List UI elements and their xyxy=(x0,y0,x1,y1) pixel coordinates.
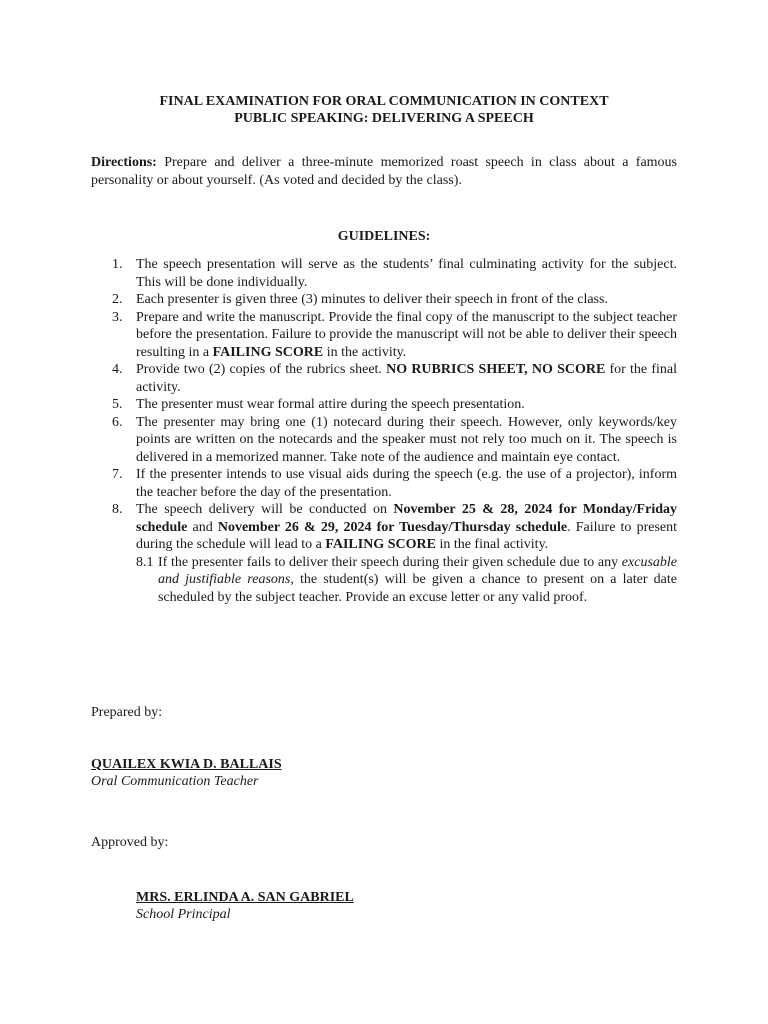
guideline-text-segment: The speech delivery will be conducted on xyxy=(136,502,394,517)
guideline-number: 3. xyxy=(112,309,123,325)
guidelines-list xyxy=(91,256,677,606)
guideline-item-3 xyxy=(91,309,677,362)
guideline-text xyxy=(136,292,608,307)
guideline-subitem-text xyxy=(158,555,677,605)
guideline-text-segment: in the activity. xyxy=(323,344,407,360)
principal-role: School Principal xyxy=(136,907,231,922)
guideline-text-segment: Provide two (2) copies of the rubrics sheet. xyxy=(136,362,387,377)
directions-paragraph xyxy=(91,154,677,190)
guideline-text xyxy=(136,310,677,360)
guideline-item-6 xyxy=(91,414,677,467)
title-line-2: PUBLIC SPEAKING: DELIVERING A SPEECH xyxy=(234,111,534,126)
principal-name: MRS. ERLINDA A. SAN GABRIEL xyxy=(136,890,354,905)
guideline-text-segment: for the final activity. xyxy=(136,362,677,395)
guideline-text-segment: in the final activity. xyxy=(435,537,549,552)
teacher-role: Oral Communication Teacher xyxy=(91,774,259,789)
prepared-by-label: Prepared by: xyxy=(91,705,163,720)
guideline-number: 1. xyxy=(112,257,123,272)
guideline-item-7 xyxy=(91,466,677,501)
title-line-1: FINAL EXAMINATION FOR ORAL COMMUNICATION IN CONTEXT xyxy=(159,94,609,109)
guideline-text-segment: The presenter may bring one (1) notecard during their speech. However, only keywords/key points are written on the notecards and the speaker must not rely too much on it. The speech is delivered in a memorized manner. Take note of the audience and maintain eye contact. xyxy=(136,414,677,465)
guidelines-heading: GUIDELINES: xyxy=(337,229,431,244)
guideline-text xyxy=(136,362,677,395)
guideline-text-segment: If the presenter intends to use visual aids during the speech (e.g. the use of a projector), inform the teacher before the day of the presentation. xyxy=(136,467,677,500)
guideline-text-segment: excusable and justifiable reasons, xyxy=(158,554,677,587)
guideline-item-8 xyxy=(91,501,677,606)
document-title xyxy=(0,93,768,127)
guideline-text-segment: The presenter must wear formal attire during the speech presentation. xyxy=(136,397,525,412)
guideline-text-segment: FAILING SCORE xyxy=(212,344,324,360)
guideline-text xyxy=(136,257,677,290)
guideline-text xyxy=(136,415,677,465)
guideline-text-segment: Prepare and write the manuscript. Provide the final copy of the manuscript to the subject teacher before the presentation. Failure to provide the manuscript will not be able to deliver their speech resulting in a xyxy=(136,309,677,360)
guideline-item-1 xyxy=(91,256,677,291)
guideline-text-segment: The speech presentation will serve as the students’ final culminating activity for the subject. This will be done individually. xyxy=(136,257,677,290)
directions-text: Prepare and deliver a three-minute memorized roast speech in class about a famous personality or about yourself. (As voted and decided by the class). xyxy=(91,155,677,188)
guideline-text xyxy=(136,397,525,412)
guideline-text-segment: November 26 & 29, 2024 for Tuesday/Thursday schedule xyxy=(217,519,568,535)
guideline-number: 5. xyxy=(112,397,123,412)
guideline-text-segment: November 25 & 28, 2024 for Monday/Friday schedule xyxy=(136,502,677,535)
guideline-text-segment: NO RUBRICS SHEET, NO SCORE xyxy=(386,362,606,377)
guideline-text xyxy=(136,502,677,552)
directions-label: Directions: xyxy=(91,155,157,170)
guideline-text-segment: . Failure to present during the schedule will lead to a xyxy=(136,519,677,552)
guideline-text-segment: and xyxy=(187,519,218,535)
guideline-item-4 xyxy=(91,361,677,396)
guideline-text-segment: Each presenter is given three (3) minutes to deliver their speech in front of the class. xyxy=(136,292,608,307)
guideline-number: 8. xyxy=(112,502,123,517)
approved-by-label: Approved by: xyxy=(91,835,169,850)
guideline-number: 6. xyxy=(112,414,123,430)
guideline-item-5 xyxy=(91,396,677,414)
teacher-name: QUAILEX KWIA D. BALLAIS xyxy=(91,757,282,772)
guideline-text-segment: FAILING SCORE xyxy=(325,537,436,552)
guideline-subitem xyxy=(136,554,677,607)
guideline-number: 7. xyxy=(112,467,123,482)
guideline-text-segment: If the presenter fails to deliver their speech during their given schedule due to any xyxy=(158,554,622,570)
guideline-text xyxy=(136,467,677,500)
guideline-number: 2. xyxy=(112,292,123,307)
guideline-number: 4. xyxy=(112,362,123,377)
guideline-subitem-number: 8.1 xyxy=(136,554,154,570)
guideline-item-2 xyxy=(91,291,677,309)
guideline-text-segment: the student(s) will be given a chance to present on a later date scheduled by the subject teacher. Provide an excuse letter or any valid proof. xyxy=(158,572,677,605)
